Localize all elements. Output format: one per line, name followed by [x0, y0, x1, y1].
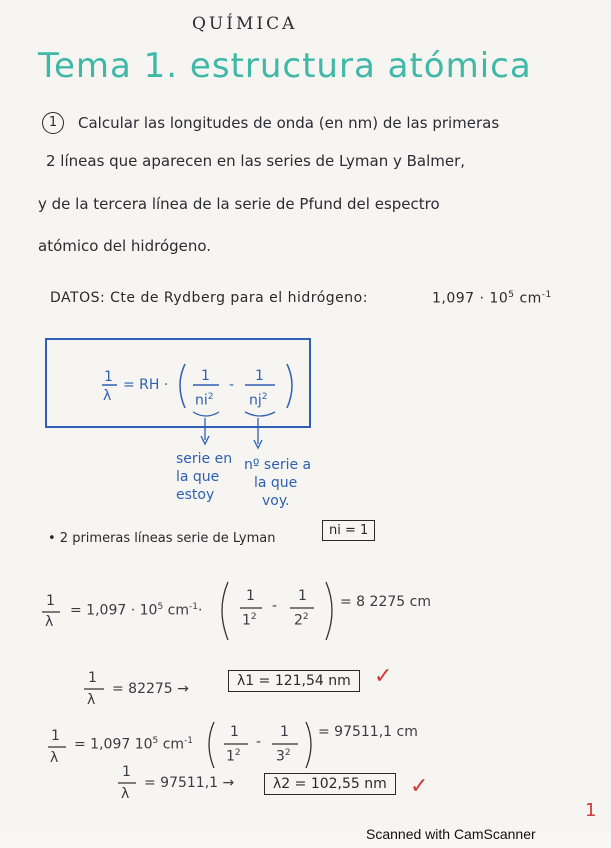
datos-rydberg-value: $1,097 \cdot 10^5$ $cm^{-1}$ [432, 290, 552, 307]
formula-f1-denominator: $ni^2$ [195, 392, 214, 409]
step2-numerator: 1 [122, 764, 131, 780]
lyman-heading: • 2 primeras líneas serie de Lyman [48, 531, 276, 546]
note-serie-a-la-que-voy: nº serie a la que voy. [244, 457, 312, 509]
eq1-f2-numerator: 1 [298, 588, 307, 604]
problem-line-3: y de la tercera línea de la serie de Pfund del espectro [38, 195, 440, 213]
check-mark-1: ✓ [374, 664, 393, 689]
eq1-rydberg: = $1,097 \cdot 10^5$ $cm^{-1}\cdot$ [70, 602, 203, 619]
formula-lhs-numerator: 1 [104, 369, 113, 385]
eq2-f2-denominator: $3^2$ [276, 748, 291, 765]
formula-rh: = RH · [123, 377, 169, 393]
eq1-lhs-numerator: 1 [46, 593, 55, 609]
result-lambda-1: λ1 = 121,54 nm [228, 670, 360, 692]
step2-denominator: λ [121, 786, 130, 802]
subject-heading: QUÍMICA [192, 14, 298, 34]
eq1-f1-denominator: $1^2$ [242, 612, 257, 629]
step1-denominator: λ [87, 692, 96, 708]
formula-f2-denominator: $nj^2$ [249, 392, 268, 409]
eq2-rydberg: = 1,097 $10^5$ $cm^{-1}$ [74, 736, 194, 753]
page-title: Tema 1. estructura atómica [38, 46, 532, 86]
formula-minus: - [229, 377, 235, 393]
problem-line-1: Calcular las longitudes de onda (en nm) de las primeras [78, 114, 500, 132]
step1-numerator: 1 [88, 670, 97, 686]
scanner-watermark: Scanned with CamScanner [366, 826, 536, 842]
formula-f2-numerator: 1 [255, 368, 264, 384]
step2-value: = 97511,1 → [144, 775, 235, 791]
note-serie-en-la-que-estoy: serie en la que estoy [176, 451, 233, 503]
eq2-result: = 97511,1 cm [318, 724, 418, 740]
eq2-f1-numerator: 1 [230, 724, 239, 740]
formula-lhs-denominator: λ [103, 388, 112, 404]
check-mark-2: ✓ [410, 774, 429, 799]
eq2-minus: - [256, 734, 262, 750]
eq1-f2-denominator: $2^2$ [294, 612, 309, 629]
eq1-minus: - [272, 598, 278, 614]
formula-drawing [47, 340, 309, 426]
page-number: 1 [585, 800, 597, 821]
eq2-lhs-numerator: 1 [51, 728, 60, 744]
rydberg-formula-box [45, 338, 311, 428]
eq2-lhs-denominator: λ [50, 750, 59, 766]
eq1-lhs-denominator: λ [45, 614, 54, 630]
eq1-result: = 8 2275 cm [340, 594, 431, 610]
eq1-f1-numerator: 1 [246, 588, 255, 604]
ni-box: ni = 1 [322, 520, 375, 541]
eq2-f2-numerator: 1 [280, 724, 289, 740]
eq2-f1-denominator: $1^2$ [226, 748, 241, 765]
step1-value: = 82275 → [112, 681, 189, 697]
problem-line-2: 2 líneas que aparecen en las series de Lyman y Balmer, [46, 152, 466, 170]
problem-number: 1 [42, 112, 64, 134]
formula-f1-numerator: 1 [201, 368, 210, 384]
result-lambda-2: λ2 = 102,55 nm [264, 773, 396, 795]
problem-line-4: atómico del hidrógeno. [38, 237, 212, 255]
datos-label: DATOS: Cte de Rydberg para el hidrógeno: [50, 290, 368, 306]
